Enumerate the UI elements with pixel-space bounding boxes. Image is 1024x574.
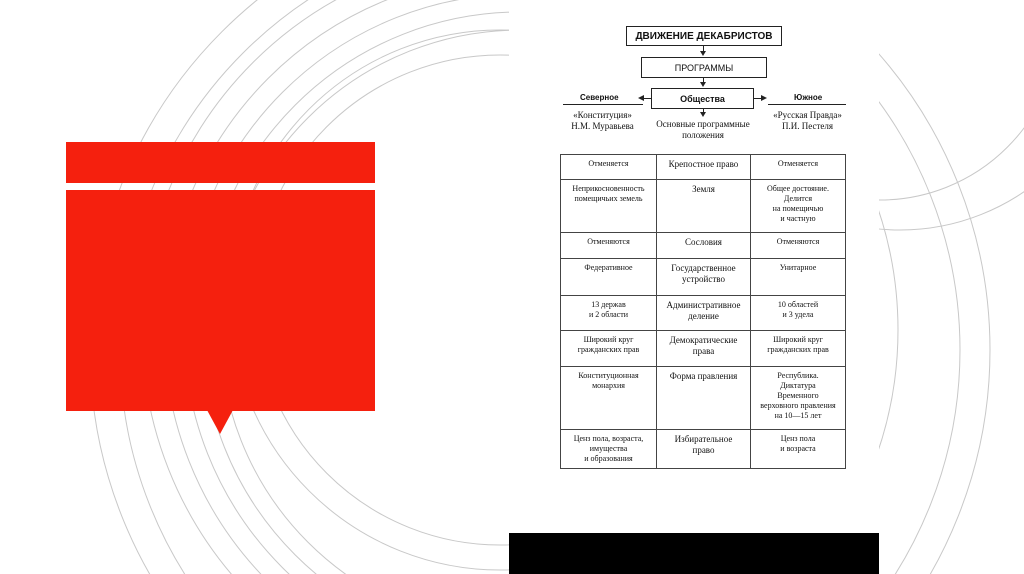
- table-row: [561, 430, 846, 469]
- south-cell: Республика. Диктатура Временного верховного правления на 10—15 лет: [751, 367, 846, 430]
- programs-box: ПРОГРАММЫ: [641, 57, 767, 78]
- south-cell: 10 областей и 3 удела: [751, 296, 846, 331]
- topic-cell: Избирательное право: [657, 430, 751, 469]
- topic-cell: Земля: [657, 180, 751, 233]
- table-row: [561, 180, 846, 233]
- table-row: [561, 296, 846, 331]
- table-row: [561, 233, 846, 259]
- table-row: [561, 155, 846, 180]
- arrow-down-icon: [700, 112, 706, 117]
- arrow-right-icon: [761, 95, 767, 101]
- bottom-black-bar: [509, 533, 879, 574]
- north-underline: [563, 104, 643, 105]
- north-cell: Ценз пола, возраста, имущества и образования: [561, 430, 657, 469]
- scheme-title: ДВИЖЕНИЕ ДЕКАБРИСТОВ: [626, 26, 782, 46]
- north-cell: Неприкосновенность помещичьих земель: [561, 180, 657, 233]
- north-society-label: Северное: [580, 93, 619, 102]
- south-cell: Отменяется: [751, 155, 846, 180]
- north-document: «Конституция» Н.М. Муравьева: [571, 110, 634, 131]
- south-cell: Широкий круг гражданских прав: [751, 331, 846, 367]
- topic-cell: Государственное устройство: [657, 259, 751, 296]
- topic-cell: Сословия: [657, 233, 751, 259]
- topic-cell: Крепостное право: [657, 155, 751, 180]
- table-row: [561, 367, 846, 430]
- north-cell: 13 держав и 2 области: [561, 296, 657, 331]
- program-comparison-table: [560, 154, 846, 469]
- callout-pointer: [207, 410, 233, 434]
- south-document: «Русская Правда» П.И. Пестеля: [773, 110, 842, 131]
- topic-cell: Административное деление: [657, 296, 751, 331]
- south-cell: Общее достояние. Делится на помещичью и частную: [751, 180, 846, 233]
- south-society-label: Южное: [794, 93, 823, 102]
- north-cell: Отменяются: [561, 233, 657, 259]
- connector-line: [643, 98, 651, 99]
- arrow-down-icon: [700, 82, 706, 87]
- program-caption: Основные программные положения: [656, 119, 750, 140]
- societies-box: Общества: [651, 88, 754, 109]
- red-callout-box: [66, 190, 375, 411]
- north-cell: Конституционная монархия: [561, 367, 657, 430]
- north-cell: Широкий круг гражданских прав: [561, 331, 657, 367]
- south-cell: Ценз пола и возраста: [751, 430, 846, 469]
- south-cell: Отменяются: [751, 233, 846, 259]
- south-cell: Унитарное: [751, 259, 846, 296]
- table-row: [561, 259, 846, 296]
- south-underline: [768, 104, 846, 105]
- north-cell: Федеративное: [561, 259, 657, 296]
- connector-line: [753, 98, 761, 99]
- topic-cell: Форма правления: [657, 367, 751, 430]
- red-header-bar: [66, 142, 375, 183]
- topic-cell: Демократические права: [657, 331, 751, 367]
- arrow-down-icon: [700, 51, 706, 56]
- north-cell: Отменяется: [561, 155, 657, 180]
- table-row: [561, 331, 846, 367]
